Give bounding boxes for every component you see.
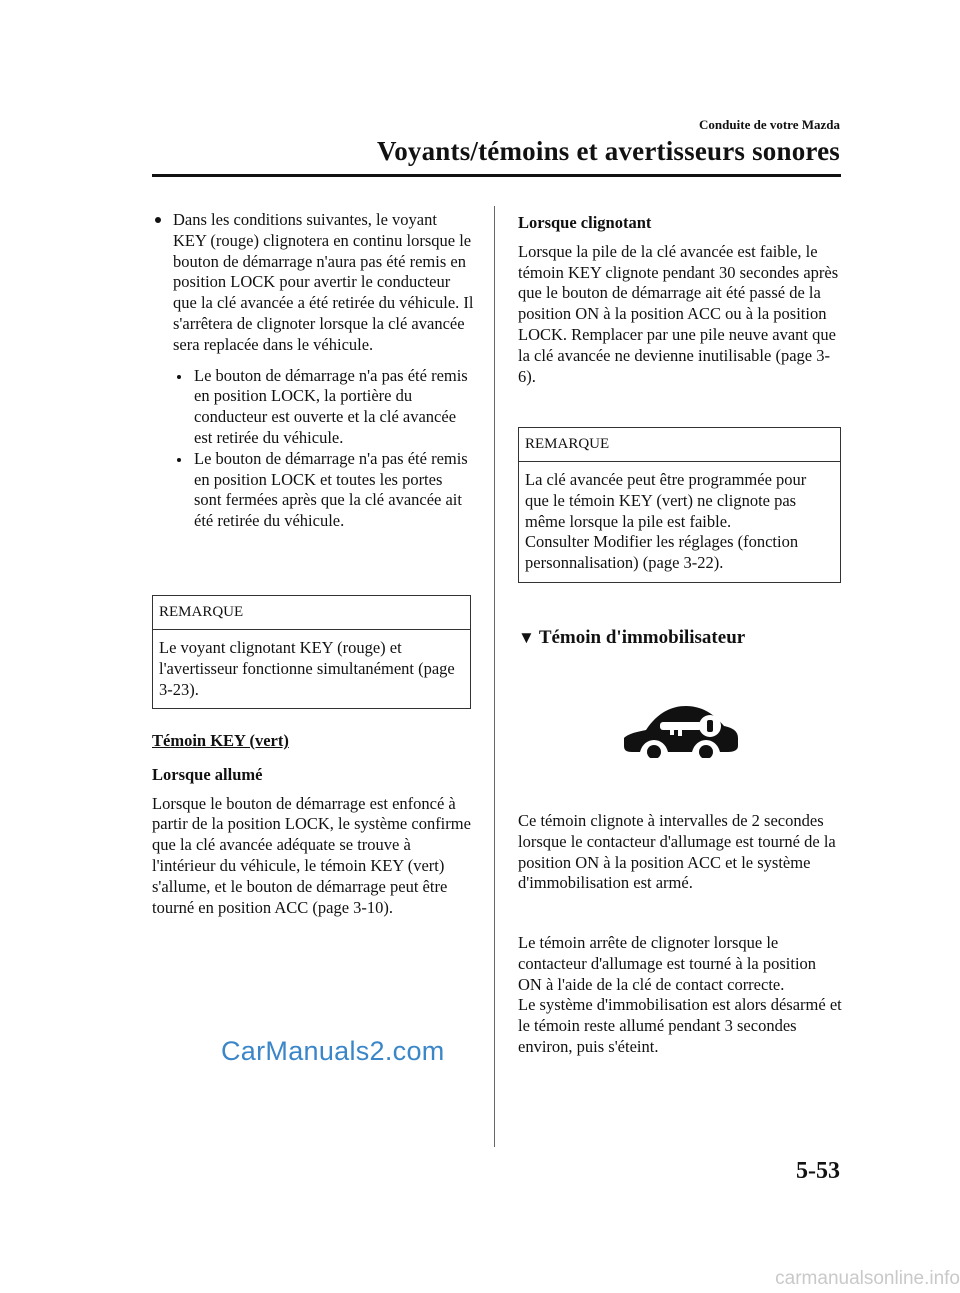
note-heading: REMARQUE — [153, 596, 470, 630]
sub-item — [152, 366, 474, 449]
watermark[interactable]: CarManuals2.com — [221, 1036, 445, 1066]
sub-item — [152, 449, 474, 532]
immobilizer-text-2: Le témoin arrête de clignoter lorsque le contacteur d'allumage est tourné à la position ON à l'aide de la clé de contact correcte. Le système d'immobilisation est alors désarmé et le témoin reste allumé pendant 3 secondes environ, puis s'éteint. — [518, 933, 842, 1056]
key-green-section — [152, 731, 474, 918]
immobilizer-heading — [518, 627, 745, 649]
lit-text: Lorsque le bouton de démarrage est enfoncé à partir de la position LOCK, le système confirme que la clé avancée adéquate se trouve à l'intérieur du véhicule, le témoin KEY (vert) s'allume, et le bouton de démarrage peut être tourné en position ACC (page 3-10). — [152, 793, 471, 917]
blink-text: Lorsque la pile de la clé avancée est faible, le témoin KEY clignote pendant 30 secondes après que le bouton de démarrage ait été passé de la position ON à la position ACC ou à la position LOCK. Remplacer par une pile neuve avant que la clé avancée ne devienne inutilisable (page 3-6). — [518, 241, 839, 386]
right-column-top — [518, 213, 843, 387]
note-box-right — [518, 427, 841, 583]
footer-watermark[interactable]: carmanualsonline.info — [775, 1268, 960, 1289]
immobilizer-icon — [620, 700, 742, 763]
note-box-left — [152, 595, 471, 709]
triangle-down-icon: ▼ — [518, 628, 535, 647]
header-rule — [152, 174, 841, 177]
bullet-intro-text: Dans les conditions suivantes, le voyant KEY (rouge) clignotera en continu lorsque le bouton de démarrage n'aura pas été remis en position LOCK pour avertir le conducteur que la clé avancée a été retirée du véhicule. Il s'arrêtera de clignoter lorsque la clé avancée sera replacée dans le véhicule. — [173, 210, 474, 354]
immobilizer-text-1: Ce témoin clignote à intervalles de 2 secondes lorsque le contacteur d'allumage est tourné de la position ON à la position ACC et le système d'immobilisation est armé. — [518, 811, 836, 893]
left-column — [152, 210, 474, 532]
column-divider — [494, 206, 495, 1147]
sub-item-text: Le bouton de démarrage n'a pas été remis en position LOCK, la portière du conducteur est ouverte et la clé avancée est retirée du véhicule. — [194, 365, 468, 447]
bullet-intro — [152, 210, 474, 356]
chapter-title: Conduite de votre Mazda — [699, 117, 840, 132]
sub-bullet-icon — [177, 458, 181, 462]
sub-bullet-icon — [177, 375, 181, 379]
sub-item-text: Le bouton de démarrage n'a pas été remis en position LOCK et toutes les portes sont fermées après que la clé avancée ait été retirée du véhicule. — [194, 448, 468, 531]
blink-heading: Lorsque clignotant — [518, 213, 652, 232]
lit-heading: Lorsque allumé — [152, 764, 263, 784]
note-text: La clé avancée peut être programmée pour que le témoin KEY (vert) ne clignote pas même lorsque la pile est faible. Consulter Modifier les réglages (fonction personnalisation) (page 3-22). — [525, 470, 807, 573]
bullet-dot-icon — [155, 217, 161, 223]
page-number: 5-53 — [796, 1158, 840, 1184]
immobilizer-title: Témoin d'immobilisateur — [538, 627, 746, 648]
note-text: Le voyant clignotant KEY (rouge) et l'avertisseur fonctionne simultanément (page 3-23). — [159, 638, 455, 699]
note-heading: REMARQUE — [519, 428, 840, 462]
section-title: Voyants/témoins et avertisseurs sonores — [376, 136, 840, 166]
key-green-title: Témoin KEY (vert) — [152, 731, 289, 750]
